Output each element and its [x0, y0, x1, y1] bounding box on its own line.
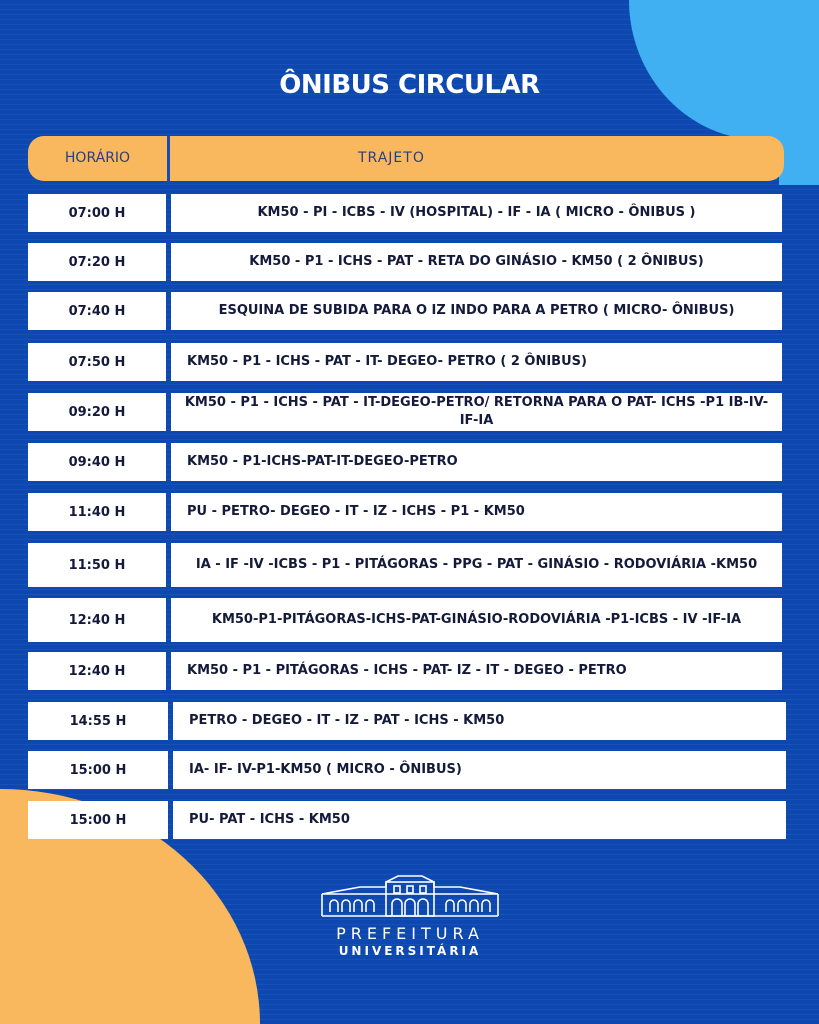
- row-route: PU- PAT - ICHS - KM50: [173, 801, 786, 839]
- row-time: 09:40 H: [28, 443, 166, 481]
- row-time: 12:40 H: [28, 598, 166, 642]
- prefeitura-logo: [320, 872, 500, 967]
- row-time: 12:40 H: [28, 652, 166, 690]
- row-time: 07:20 H: [28, 243, 166, 281]
- row-route: IA- IF- IV-P1-KM50 ( MICRO - ÔNIBUS): [173, 751, 786, 789]
- header-route-label: TRAJETO: [358, 150, 425, 166]
- page-title: ÔNIBUS CIRCULAR: [279, 70, 540, 100]
- row-time: 09:20 H: [28, 393, 166, 431]
- row-route: KM50 - PI - ICBS - IV (HOSPITAL) - IF - IA ( MICRO - ÔNIBUS ): [171, 194, 782, 232]
- row-time: 07:40 H: [28, 292, 166, 330]
- header-divider: [167, 136, 170, 181]
- row-time: 07:00 H: [28, 194, 166, 232]
- header-time-label: HORÁRIO: [64, 150, 131, 166]
- row-time: 11:50 H: [28, 543, 166, 587]
- table-header: [28, 136, 784, 181]
- row-route: KM50-P1-PITÁGORAS-ICHS-PAT-GINÁSIO-RODOVIÁRIA -P1-ICBS - IV -IF-IA: [171, 598, 782, 642]
- row-route: KM50 - P1-ICHS-PAT-IT-DEGEO-PETRO: [171, 443, 782, 481]
- logo-line2: UNIVERSITÁRIA: [338, 944, 482, 958]
- row-time: 14:55 H: [28, 702, 168, 740]
- logo-line1: PREFEITURA: [336, 924, 484, 943]
- row-route: ESQUINA DE SUBIDA PARA O IZ INDO PARA A PETRO ( MICRO- ÔNIBUS): [171, 292, 782, 330]
- row-route: PETRO - DEGEO - IT - IZ - PAT - ICHS - KM50: [173, 702, 786, 740]
- row-route: PU - PETRO- DEGEO - IT - IZ - ICHS - P1 - KM50: [171, 493, 782, 531]
- row-route: KM50 - P1 - ICHS - PAT - IT-DEGEO-PETRO/ RETORNA PARA O PAT- ICHS -P1 IB-IV-IF-IA: [171, 393, 782, 431]
- row-route: IA - IF -IV -ICBS - P1 - PITÁGORAS - PPG - PAT - GINÁSIO - RODOVIÁRIA -KM50: [171, 543, 782, 587]
- row-time: 15:00 H: [28, 751, 168, 789]
- row-time: 15:00 H: [28, 801, 168, 839]
- row-route: KM50 - P1 - ICHS - PAT - IT- DEGEO- PETRO ( 2 ÔNIBUS): [171, 343, 782, 381]
- row-route: KM50 - P1 - PITÁGORAS - ICHS - PAT- IZ - IT - DEGEO - PETRO: [171, 652, 782, 690]
- row-route: KM50 - P1 - ICHS - PAT - RETA DO GINÁSIO - KM50 ( 2 ÔNIBUS): [171, 243, 782, 281]
- row-time: 07:50 H: [28, 343, 166, 381]
- university-building-icon: [320, 872, 500, 922]
- row-time: 11:40 H: [28, 493, 166, 531]
- decorative-blob-top-right-tail: [779, 130, 819, 185]
